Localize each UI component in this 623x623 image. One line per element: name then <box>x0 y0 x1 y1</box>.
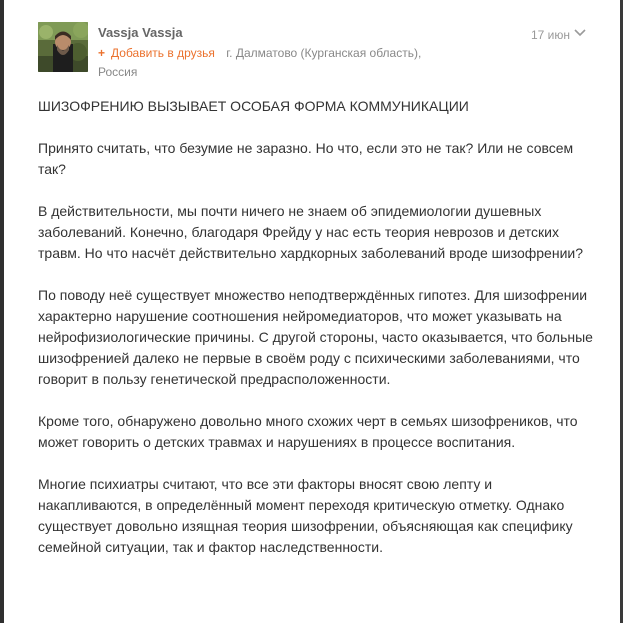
author-meta <box>98 44 448 82</box>
add-friend-button[interactable] <box>98 46 215 60</box>
post-paragraph: Кроме того, обнаружено довольно много схожих черт в семьях шизофреников, что может говорить о детских травмах и нарушениях в процессе воспитания. <box>38 413 578 450</box>
post-card <box>4 0 620 623</box>
post-paragraph: В действительности, мы почти ничего не знаем об эпидемиологии душевных заболеваний. Конечно, благодаря Фрейду у нас есть теория неврозов и детских травм. Но что насчёт действительно хардкорных заболеваний вроде шизофрении? <box>38 203 583 261</box>
plus-icon: + <box>98 46 106 60</box>
add-friend-label: Добавить в друзья <box>111 46 215 60</box>
post-date: 17 июн <box>531 28 571 42</box>
post-paragraph: Принято считать, что безумие не заразно. Но что, если это не так? Или не совсем так? <box>38 140 574 177</box>
post-paragraph: Многие психиатры считают, что все эти факторы вносят свою лепту и накапливаются, в определённый момент переходя критическую отметку. Однако существует довольно изящная теория шизофрении, объясняющая как специфику семейной ситуации, так и фактор наследственности. <box>38 476 573 555</box>
post-title: ШИЗОФРЕНИЮ ВЫЗЫВАЕТ ОСОБАЯ ФОРМА КОММУНИКАЦИИ <box>38 98 469 114</box>
author-name[interactable]: Vassja Vassja <box>98 25 183 40</box>
post-menu-button[interactable] <box>573 25 587 39</box>
author-location: г. Далматово (Курганская область), Россия <box>98 46 422 79</box>
avatar-photo <box>38 22 88 72</box>
chevron-down-icon <box>573 25 587 39</box>
post-body <box>38 96 598 579</box>
avatar[interactable] <box>38 22 88 72</box>
post-paragraph: По поводу неё существует множество неподтверждённых гипотез. Для шизофрении характерно нарушение соотношения нейромедиаторов, что может указывать на нейрофизиологические причины. С другой стороны, часто оказывается, что больные шизофренией далеко не первые в своём роду с психическими заболеваниями, что говорит в пользу генетической предрасположенности. <box>38 287 593 387</box>
